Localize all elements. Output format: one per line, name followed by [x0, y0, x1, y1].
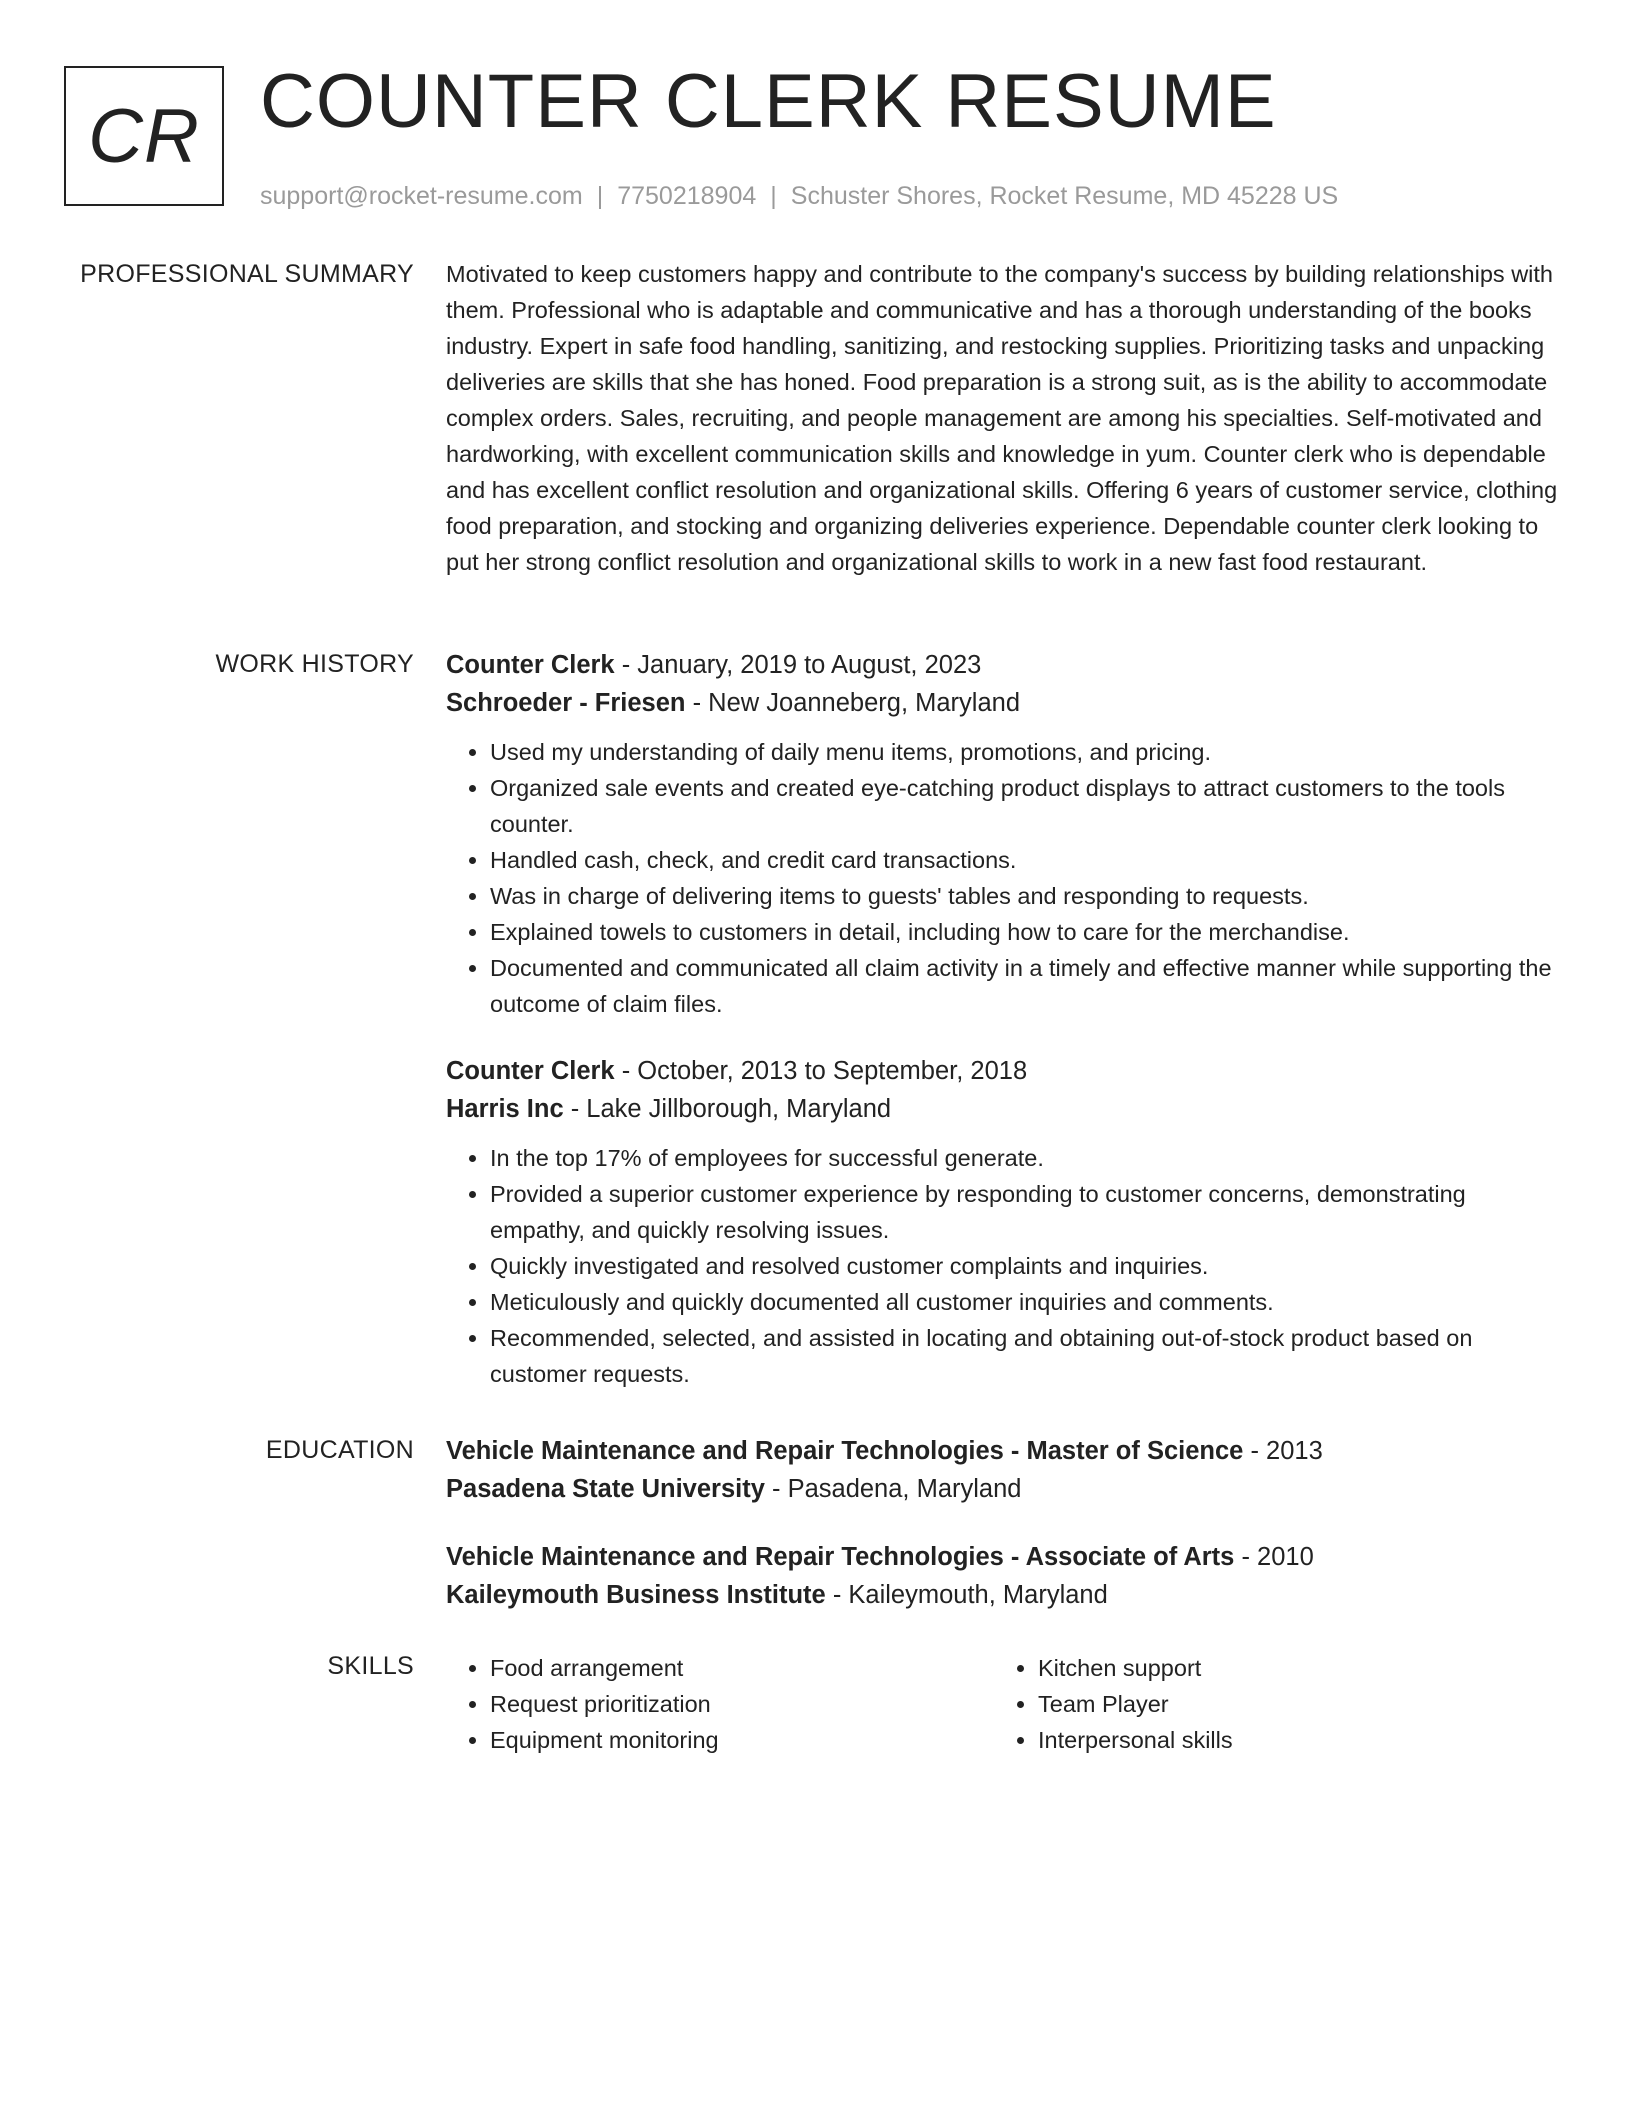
monogram-logo [64, 66, 224, 206]
education-entry [446, 1538, 1566, 1614]
section-label-summary: PROFESSIONAL SUMMARY [80, 260, 414, 288]
list-item: • Provided a superior customer experience by responding to customer concerns, demonstrating empathy, and quickly resolving issues. [490, 1176, 1566, 1248]
skill-item: • Request prioritization [490, 1686, 994, 1722]
section-label-education: EDUCATION [265, 1436, 414, 1464]
education-degree: Vehicle Maintenance and Repair Technologies - Associate of Arts [446, 1543, 1235, 1571]
section-label-skills: SKILLS [327, 1652, 414, 1680]
section-label-work: WORK HISTORY [215, 650, 414, 678]
job-title-line [446, 1052, 1566, 1090]
contact-separator: | [770, 182, 777, 210]
job-dates: - October, 2013 to September, 2018 [614, 1057, 1028, 1085]
job-location: - Lake Jillborough, Maryland [563, 1095, 892, 1123]
list-item: • Used my understanding of daily menu items, promotions, and pricing. [490, 734, 1566, 770]
education-school-line [446, 1576, 1566, 1614]
skills-column-right [994, 1650, 1542, 1758]
skill-item: • Team Player [1038, 1686, 1542, 1722]
job-dates: - January, 2019 to August, 2023 [614, 651, 982, 679]
education-school: Kaileymouth Business Institute [446, 1581, 826, 1609]
list-item: • In the top 17% of employees for successful generate. [490, 1140, 1566, 1176]
contact-email: support@rocket-resume.com [260, 182, 583, 210]
summary-body [446, 256, 1566, 580]
job-company-line [446, 1090, 1566, 1128]
list-item: • Organized sale events and created eye-catching product displays to attract customers to the tools counter. [490, 770, 1566, 842]
education-degree-line [446, 1538, 1566, 1576]
list-item: • Recommended, selected, and assisted in locating and obtaining out-of-stock product based on customer requests. [490, 1320, 1566, 1392]
job-entry [446, 646, 1566, 1022]
skills-list [994, 1650, 1542, 1758]
skill-item: • Interpersonal skills [1038, 1722, 1542, 1758]
summary-text: Motivated to keep customers happy and contribute to the company's success by building relationships with them. Professional who is adaptable and communicative and has a thorough understanding of the books industry. Expert in safe food handling, sanitizing, and restocking supplies. Prioritizing tasks and unpacking deliveries are skills that she has honed. Food preparation is a strong suit, as is the ability to accommodate complex orders. Sales, recruiting, and people management are among his specialties. Self-motivated and hardworking, with excellent communication skills and knowledge in yum. Counter clerk who is dependable and has excellent conflict resolution and organizational skills. Offering 6 years of customer service, clothing food preparation, and stocking and organizing deliveries experience. Dependable counter clerk looking to put her strong conflict resolution and organizational skills to work in a new fast food restaurant. [446, 261, 1558, 575]
work-history-body [446, 646, 1566, 1422]
skill-item: • Kitchen support [1038, 1650, 1542, 1686]
job-bullets [446, 734, 1566, 1022]
job-bullets [446, 1140, 1566, 1392]
job-entry [446, 1052, 1566, 1392]
education-year: - 2013 [1243, 1437, 1323, 1465]
education-body [446, 1432, 1566, 1644]
job-company-line [446, 684, 1566, 722]
education-year: - 2010 [1234, 1543, 1314, 1571]
education-degree: Vehicle Maintenance and Repair Technologies - Master of Science [446, 1437, 1244, 1465]
contact-line [260, 182, 1580, 211]
job-company: Harris Inc [446, 1095, 564, 1123]
skill-item: • Food arrangement [490, 1650, 994, 1686]
contact-phone: 7750218904 [617, 182, 757, 210]
job-title-line [446, 646, 1566, 684]
job-title: Counter Clerk [446, 1057, 615, 1085]
education-school: Pasadena State University [446, 1475, 765, 1503]
monogram-initials: CR [88, 93, 200, 179]
education-location: - Pasadena, Maryland [764, 1475, 1022, 1503]
list-item: • Was in charge of delivering items to guests' tables and responding to requests. [490, 878, 1566, 914]
education-school-line [446, 1470, 1566, 1508]
contact-address: Schuster Shores, Rocket Resume, MD 45228 US [790, 182, 1339, 210]
contact-separator: | [596, 182, 604, 210]
list-item: • Quickly investigated and resolved customer complaints and inquiries. [490, 1248, 1566, 1284]
job-company: Schroeder - Friesen [446, 689, 686, 717]
skill-item: • Equipment monitoring [490, 1722, 994, 1758]
education-entry [446, 1432, 1566, 1508]
job-title: Counter Clerk [446, 651, 615, 679]
resume-title: COUNTER CLERK RESUME [260, 59, 1277, 144]
skills-grid [446, 1650, 1566, 1758]
skills-column-left [446, 1650, 994, 1758]
list-item: • Meticulously and quickly documented all customer inquiries and comments. [490, 1284, 1566, 1320]
education-degree-line [446, 1432, 1566, 1470]
education-location: - Kaileymouth, Maryland [825, 1581, 1108, 1609]
job-location: - New Joanneberg, Maryland [685, 689, 1021, 717]
skills-list [446, 1650, 994, 1758]
resume-header [260, 56, 1580, 211]
skills-body [446, 1650, 1566, 1758]
list-item: • Explained towels to customers in detail, including how to care for the merchandise. [490, 914, 1566, 950]
list-item: • Documented and communicated all claim activity in a timely and effective manner while supporting the outcome of claim files. [490, 950, 1566, 1022]
list-item: • Handled cash, check, and credit card transactions. [490, 842, 1566, 878]
